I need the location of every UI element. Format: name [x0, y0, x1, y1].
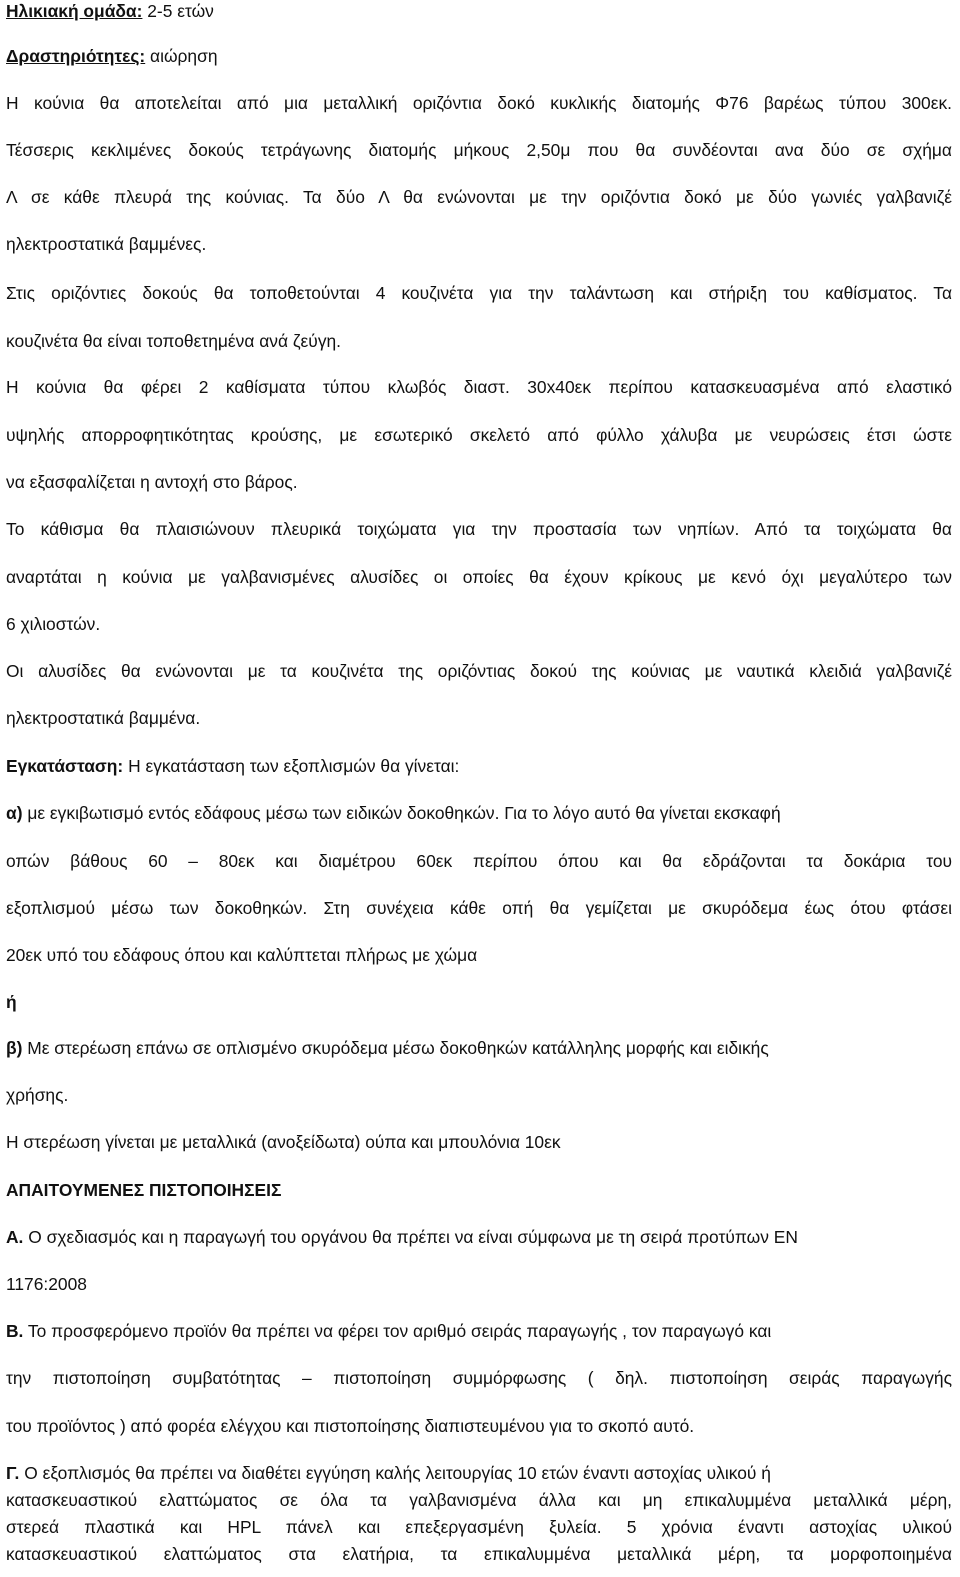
cert-b-text: Το προσφερόμενο προϊόν θα πρέπει να φέρει τον αριθμό σειράς παραγωγής , τον παραγωγό και	[23, 1321, 772, 1341]
paragraph-line: Τέσσερις κεκλιμένες δοκούς τετράγωνης διατομής μήκους 2,50μ που θα συνδέονται ανα δύο σε σχήμα	[6, 140, 952, 160]
cert-a-line	[6, 1226, 952, 1248]
paragraph-line: 1176:2008	[6, 1274, 87, 1294]
installation-line	[6, 755, 952, 777]
paragraph-line: στερεά πλαστικά και HPL πάνελ και επεξεργασμένη ξυλεία. 5 χρόνια έναντι αστοχίας υλικού	[6, 1517, 952, 1537]
paragraph-line: την πιστοποίηση συμβατότητας – πιστοποίηση συμμόρφωσης ( δηλ. πιστοποίηση σειράς παραγωγής	[6, 1368, 952, 1388]
option-a-label: α)	[6, 803, 23, 823]
paragraph-line: Η κούνια θα αποτελείται από μια μεταλλική οριζόντια δοκό κυκλικής διατομής Φ76 βαρέως τύπου 300εκ.	[6, 93, 952, 113]
age-group-label: Ηλικιακή ομάδα:	[6, 1, 143, 21]
cert-g-text: Ο εξοπλισμός θα πρέπει να διαθέτει εγγύηση καλής λειτουργίας 10 ετών έναντι αστοχίας υλικού ή	[19, 1463, 771, 1483]
paragraph-line: Οι αλυσίδες θα ενώνονται με τα κουζινέτα της οριζόντιας δοκού της κούνιας με ναυτικά κλειδιά γαλβανιζέ	[6, 661, 952, 681]
paragraph-line: υψηλής απορροφητικότητας κρούσης, με εσωτερικό σκελετό από φύλλο χάλυβα με νευρώσεις έτσι ώστε	[6, 425, 952, 445]
or-word: ή	[6, 992, 17, 1012]
cert-g-line	[6, 1462, 952, 1484]
option-b-text: Με στερέωση επάνω σε οπλισμένο σκυρόδεμα μέσω δοκοθηκών κατάλληλης μορφής και ειδικής	[22, 1038, 769, 1058]
paragraph-line: να εξασφαλίζεται η αντοχή στο βάρος.	[6, 472, 298, 492]
paragraph-line: Η κούνια θα φέρει 2 καθίσματα τύπου κλωβός διαστ. 30x40εκ περίπου κατασκευασμένα από ελαστικό	[6, 377, 952, 397]
paragraph-line: κατασκευαστικού ελαττώματος σε όλα τα γαλβανισμένα άλλα και μη επικαλυμμένα μεταλλικά μέρη,	[6, 1490, 952, 1510]
paragraph-line: χρήσης.	[6, 1085, 69, 1105]
paragraph-line: του προϊόντος ) από φορέα ελέγχου και πιστοποίησης διαπιστευμένου για το σκοπό αυτό.	[6, 1416, 695, 1436]
installation-label: Εγκατάσταση:	[6, 756, 124, 776]
activities-label: Δραστηριότητες:	[6, 46, 146, 66]
paragraph-line: οπών βάθους 60 – 80εκ και διαμέτρου 60εκ περίπου όπου και θα εδράζονται τα δοκάρια του	[6, 851, 952, 871]
certifications-heading: ΑΠΑΙΤΟΥΜΕΝΕΣ ΠΙΣΤΟΠΟΙΗΣΕΙΣ	[6, 1180, 282, 1200]
paragraph-line: Το κάθισμα θα πλαισιώνουν πλευρικά τοιχώματα για την προστασία των νηπίων. Από τα τοιχώματα θα	[6, 519, 952, 539]
paragraph-line: κουζινέτα θα είναι τοποθετημένα ανά ζεύγη.	[6, 331, 342, 351]
option-a-text: με εγκιβωτισμό εντός εδάφους μέσω των ειδικών δοκοθηκών. Για το λόγο αυτό θα γίνεται εκσκαφή	[22, 803, 781, 823]
paragraph-line: Λ σε κάθε πλευρά της κούνιας. Τα δύο Λ θα ενώνονται με την οριζόντια δοκό με δύο γωνιές γαλβανιζέ	[6, 187, 952, 207]
cert-b-line	[6, 1320, 952, 1342]
cert-b-label: Β.	[6, 1321, 24, 1341]
activities-line	[6, 45, 952, 67]
paragraph-line: ηλεκτροστατικά βαμμένα.	[6, 708, 201, 728]
installation-value: Η εγκατάσταση των εξοπλισμών θα γίνεται:	[123, 756, 460, 776]
paragraph-line: ηλεκτροστατικά βαμμένες.	[6, 234, 207, 254]
cert-a-label: Α.	[6, 1227, 24, 1247]
paragraph-line: κατασκευαστικού ελαττώματος στα ελατήρια, τα επικαλυμμένα μεταλλικά μέρη, τα μορφοποιημένα	[6, 1544, 952, 1564]
activities-value: αιώρηση	[145, 46, 218, 66]
paragraph-line: 6 χιλιοστών.	[6, 614, 101, 634]
cert-a-text: Ο σχεδιασμός και η παραγωγή του οργάνου θα πρέπει να είναι σύμφωνα με τη σειρά προτύπων ΕΝ	[23, 1227, 798, 1247]
paragraph-line: 20εκ υπό του εδάφους όπου και καλύπτεται πλήρως με χώμα	[6, 945, 478, 965]
option-b-label: β)	[6, 1038, 23, 1058]
option-b-line	[6, 1037, 952, 1059]
age-group-value: 2-5 ετών	[142, 1, 214, 21]
paragraph-line: Στις οριζόντιες δοκούς θα τοποθετούνται 4 κουζινέτα για την ταλάντωση και στήριξη του καθίσματος. Τα	[6, 283, 952, 303]
paragraph-line: αναρτάται η κούνια με γαλβανισμένες αλυσίδες οι οποίες θα έχουν κρίκους με κενό όχι μεγαλύτερο των	[6, 567, 952, 587]
fixing-line: Η στερέωση γίνεται με μεταλλικά (ανοξείδωτα) ούπα και μπουλόνια 10εκ	[6, 1132, 561, 1152]
option-a-line	[6, 802, 952, 824]
age-group-line	[6, 0, 952, 22]
cert-g-label: Γ.	[6, 1463, 20, 1483]
paragraph-line: εξοπλισμού μέσω των δοκοθηκών. Στη συνέχεια κάθε οπή θα γεμίζεται με σκυρόδεμα έως ότου φτάσει	[6, 898, 952, 918]
